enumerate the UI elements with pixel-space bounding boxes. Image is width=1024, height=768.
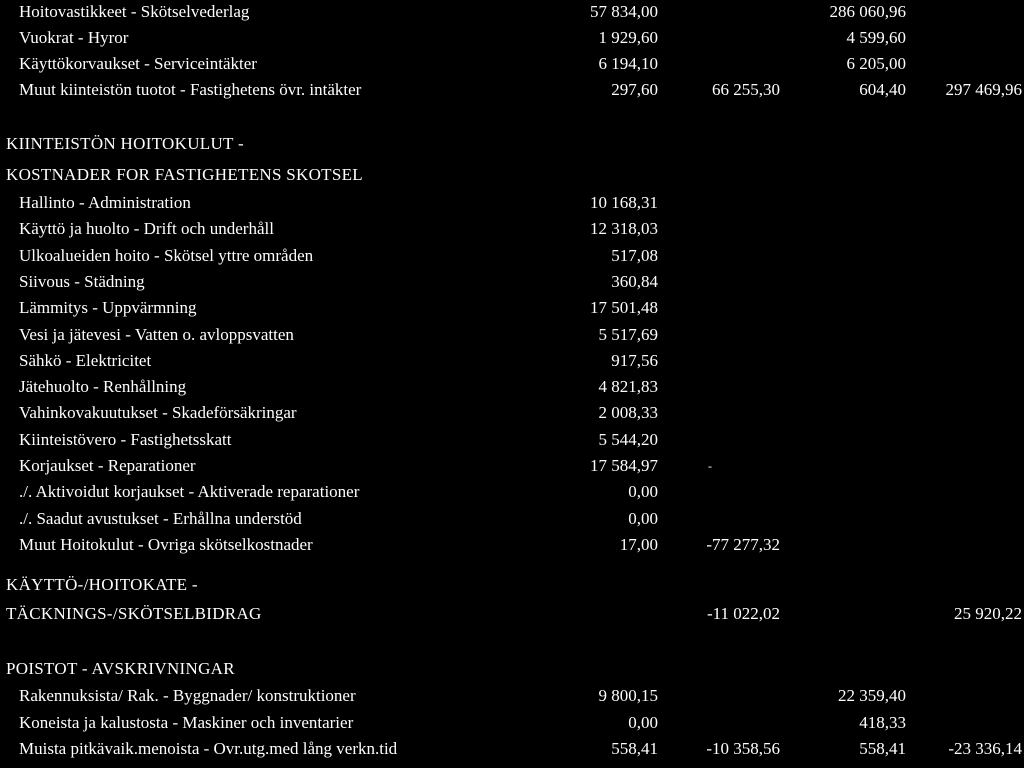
cost-label: ./. Aktivoidut korjaukset - Aktiverade reparationer (19, 482, 360, 502)
cost-label: Sähkö - Elektricitet (19, 350, 152, 370)
cost-value-c1: 12 318,03 (590, 219, 658, 239)
cost-value-c1: 360,84 (611, 271, 658, 291)
revenue-value-c3: 6 205,00 (846, 54, 906, 73)
cost-row (0, 533, 1024, 557)
depreciation-label: Koneista ja kalustosta - Maskiner och inventarier (19, 712, 354, 732)
cost-value-c1: 17,00 (619, 534, 658, 554)
depreciation-value-c3: 418,33 (859, 712, 906, 732)
revenue-value-c3: 604,40 (859, 80, 906, 99)
cost-label: Lämmitys - Uppvärmning (19, 298, 197, 318)
cost-row (0, 428, 1024, 452)
cost-value-c1: 0,00 (628, 508, 658, 528)
cost-label: Vesi ja jätevesi - Vatten o. avloppsvatten (19, 324, 294, 344)
depreciation-heading: POISTOT - AVSKRIVNINGAR (6, 659, 235, 678)
depreciation-value-c1: 558,41 (611, 739, 658, 758)
revenue-row (0, 26, 1024, 50)
depreciation-value-c1: 0,00 (628, 712, 658, 732)
cost-label: Korjaukset - Reparationer (19, 456, 196, 475)
cost-value-c1: 4 821,83 (598, 377, 658, 397)
cost-label: Hallinto - Administration (19, 193, 191, 212)
depreciation-value-c1: 9 800,15 (598, 686, 658, 705)
revenue-label: Hoitovastikkeet - Skötselvederlag (19, 2, 250, 21)
cost-row (0, 507, 1024, 531)
revenue-value-c1: 6 194,10 (598, 54, 658, 73)
revenue-value-c3: 4 599,60 (846, 28, 906, 47)
cost-value-c1: 5 517,69 (598, 324, 658, 344)
margin-heading-line1: KÄYTTÖ-/HOITOKATE - (6, 575, 198, 594)
revenue-label: Käyttökorvaukset - Serviceintäkter (19, 54, 257, 73)
revenue-row (0, 78, 1024, 102)
costs-heading-line1: KIINTEISTÖN HOITOKULUT - (6, 134, 244, 153)
revenue-row (0, 0, 1024, 24)
costs-heading-line2: KOSTNADER FOR FASTIGHETENS SKOTSEL (6, 165, 363, 184)
revenue-value-c1: 57 834,00 (590, 2, 658, 21)
margin-value-current: -11 022,02 (706, 604, 780, 623)
revenue-value-c3: 286 060,96 (829, 2, 906, 21)
depreciation-label: Muista pitkävaik.menoista - Ovr.utg.med lång verkn.tid (19, 739, 398, 758)
depreciation-value-c2: -10 358,56 (706, 739, 780, 758)
revenue-value-c2: 66 255,30 (712, 80, 780, 99)
cost-row (0, 480, 1024, 504)
cost-value-c1: 917,56 (611, 350, 658, 370)
cost-label: Vahinkovakuutukset - Skadeförsäkringar (19, 403, 297, 423)
cost-value-c1: 2 008,33 (598, 403, 658, 423)
revenue-value-c1: 1 929,60 (598, 28, 658, 47)
depreciation-row (0, 737, 1024, 761)
depreciation-value-c3: 558,41 (859, 739, 906, 758)
revenue-value-c4: 297 469,96 (945, 80, 1022, 99)
revenue-value-c1: 297,60 (611, 80, 658, 99)
depreciation-row (0, 684, 1024, 708)
cost-value-c2: -77 277,32 (706, 534, 780, 554)
cost-row (0, 454, 1024, 478)
depreciation-row (0, 711, 1024, 735)
cost-row (0, 323, 1024, 347)
revenue-row (0, 52, 1024, 76)
stray-mark: - (708, 459, 712, 473)
cost-label: Ulkoalueiden hoito - Skötsel yttre områden (19, 245, 314, 265)
depreciation-value-c4: -23 336,14 (948, 739, 1022, 758)
cost-value-c1: 10 168,31 (590, 193, 658, 212)
margin-row: TÄCKNINGS-/SKÖTSELBIDRAG -11 022,02 25 920,22 (0, 602, 1024, 626)
margin-value-previous: 25 920,22 (954, 604, 1022, 623)
revenue-label: Vuokrat - Hyror (19, 28, 129, 47)
cost-label: Siivous - Städning (19, 271, 145, 291)
cost-row (0, 375, 1024, 399)
cost-value-c1: 5 544,20 (598, 429, 658, 449)
cost-value-c1: 17 584,97 (590, 456, 658, 475)
cost-row (0, 217, 1024, 241)
cost-value-c1: 17 501,48 (590, 298, 658, 318)
cost-label: ./. Saadut avustukset - Erhållna understöd (19, 508, 302, 528)
cost-label: Jätehuolto - Renhållning (19, 377, 187, 397)
cost-label: Kiinteistövero - Fastighetsskatt (19, 429, 232, 449)
cost-row (0, 244, 1024, 268)
depreciation-value-c3: 22 359,40 (838, 686, 906, 705)
cost-label: Käyttö ja huolto - Drift och underhåll (19, 219, 274, 239)
cost-label: Muut Hoitokulut - Ovriga skötselkostnader (19, 534, 313, 554)
cost-row (0, 349, 1024, 373)
cost-row (0, 191, 1024, 215)
cost-value-c1: 0,00 (628, 482, 658, 502)
cost-row (0, 296, 1024, 320)
cost-row (0, 270, 1024, 294)
revenue-label: Muut kiinteistön tuotot - Fastighetens övr. intäkter (19, 80, 362, 99)
cost-value-c1: 517,08 (611, 245, 658, 265)
depreciation-label: Rakennuksista/ Rak. - Byggnader/ konstruktioner (19, 686, 356, 705)
cost-row (0, 401, 1024, 425)
